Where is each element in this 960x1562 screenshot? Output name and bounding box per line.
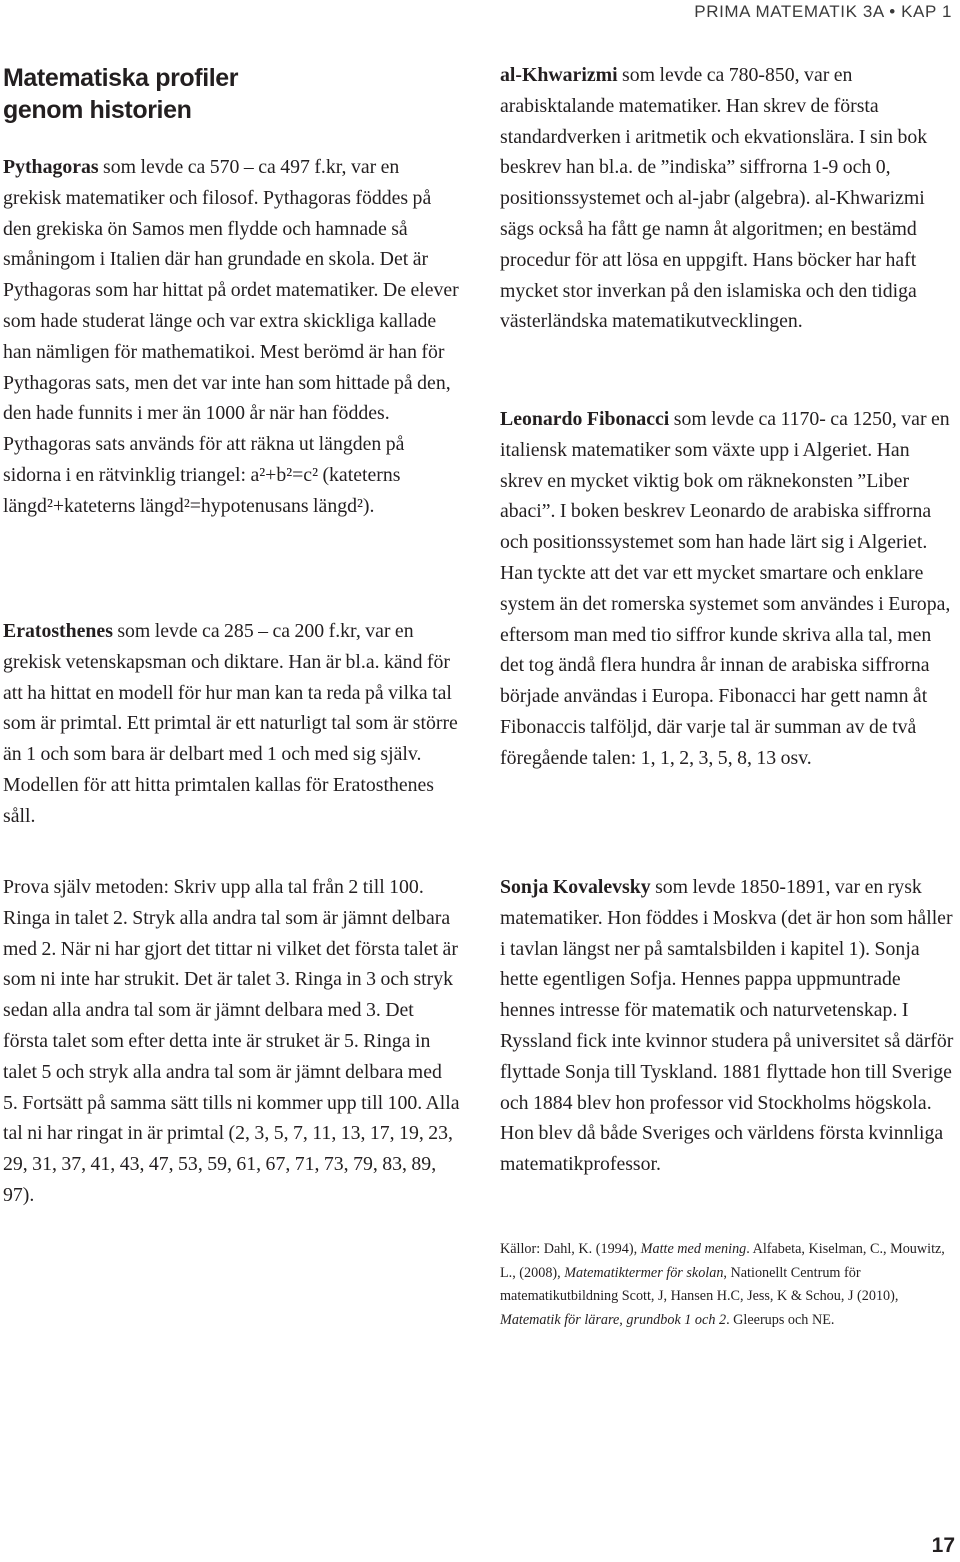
kovalevsky-name: Sonja Kovalevsky xyxy=(500,876,651,898)
source-title-3: Matematik för lärare, grundbok 1 och 2 xyxy=(500,1311,727,1328)
eratosthenes-paragraph xyxy=(3,616,461,832)
running-head: PRIMA MATEMATIK 3A • KAP 1 xyxy=(694,2,952,21)
eratosthenes-text: som levde ca 285 – ca 200 f.kr, var en grekisk vetenskapsman och diktare. Han är bl.a. känd för att ha hittat en modell för hur man kan ta reda på vilka tal som är primtal. Ett primtal är ett naturligt tal som är större än 1 och som bara är delbart med 1 och med sig själv. Modellen för att hitta primtalen kallas för Eratosthenes såll. xyxy=(3,620,458,827)
sources-text-4: . Gleerups och NE. xyxy=(726,1311,835,1328)
page-title xyxy=(3,62,403,126)
alkhwarizmi-paragraph xyxy=(500,60,956,337)
exercise-paragraph xyxy=(3,872,461,1211)
page-number: 17 xyxy=(931,1534,955,1557)
fibonacci-paragraph xyxy=(500,404,956,774)
kovalevsky-paragraph xyxy=(500,872,956,1180)
sources-text-2: . Alfabeta, Kiselman, C., Mouwitz, L., (2008), xyxy=(500,1241,945,1281)
pythagoras-paragraph xyxy=(3,152,461,522)
sources-note xyxy=(500,1238,956,1332)
fibonacci-text: som levde ca 1170- ca 1250, var en italiensk matematiker som växte upp i Algeriet. Han skrev en mycket viktig bok om räknekonsten ”Liber abaci”. I boken beskrev Leonardo de arabiska siffrorna och positionssystemet som han hade lärt sig i Algeriet. Han tyckte att det var ett mycket smartare och enklare system än det romerska systemet som användes i Europa, eftersom man med tio siffror kunde skriva alla tal, men det tog ändå flera hundra år innan de arabiska siffrorna började användas i Europa. Fibonacci har gett namn åt Fibonaccis talföljd, där varje tal är summan av de två föregående talen: 1, 1, 2, 3, 5, 8, 13 osv. xyxy=(500,408,951,769)
fibonacci-name: Leonardo Fibonacci xyxy=(500,408,670,430)
source-title-1: Matte med mening xyxy=(640,1241,747,1257)
sources-text-3: , Nationellt Centrum för matematikutbildning Scott, J, Hansen H.C, Jess, K & Schou, J (2010), xyxy=(500,1264,899,1305)
page-title-line2: genom historien xyxy=(3,96,192,124)
alkhwarizmi-text: som levde ca 780-850, var en arabisktalande matematiker. Han skrev de första standardverken i aritmetik och ekvationslära. I sin bok beskrev han bl.a. de ”indiska” siffrorna 1-9 och 0, positionssystemet och al-jabr (algebra). al-Khwarizmi sägs också ha fått ge namn åt algoritmen; en bestämd procedur för att lösa en uppgift. Hans böcker har haft mycket stor inverkan på den islamiska och den tidiga västerländska matematikutvecklingen. xyxy=(500,64,928,333)
pythagoras-text: som levde ca 570 – ca 497 f.kr, var en grekisk matematiker och filosof. Pythagoras föddes på den grekiska ön Samos men flydde och hamnade så småningom i Italien där han grundade en skola. Det är Pythagoras som har hittat på ordet matematiker. De elever som hade studerat länge och var extra skickliga kallade han nämligen för mathematikoi. Mest berömd är han för Pythagoras sats, men det var inte han som hittade på den, den hade funnits i mer än 1000 år när han föddes. Pythagoras sats används för att räkna ut längden på sidorna i en rätvinklig triangel: a²+b²=c² (kateterns längd²+kateterns längd²=hypotenusans längd²). xyxy=(3,156,459,517)
eratosthenes-name: Eratosthenes xyxy=(3,620,113,642)
exercise-text: Prova själv metoden: Skriv upp alla tal från 2 till 100. Ringa in talet 2. Stryk alla andra tal som är jämnt delbara med 2. När ni har gjort det tittar ni vilket det första talet är som ni inte har strukit. Det är talet 3. Ringa in 3 och stryk sedan alla andra tal som är jämnt delbara med 3. Det första talet som efter detta inte är struket är 5. Ringa in talet 5 och stryk alla andra tal som är jämnt delbara med 5. Fortsätt på samma sätt tills ni kommer upp till 100. Alla tal ni har ringat in är primtal (2, 3, 5, 7, 11, 13, 17, 19, 23, 29, 31, 37, 41, 43, 47, 53, 59, 61, 67, 71, 73, 79, 83, 89, 97). xyxy=(3,876,460,1206)
pythagoras-name: Pythagoras xyxy=(3,156,99,178)
sources-text-1: Källor: Dahl, K. (1994), xyxy=(500,1241,641,1257)
source-title-2: Matematiktermer för skolan xyxy=(564,1264,724,1281)
page-title-line1: Matematiska profiler xyxy=(3,64,239,92)
alkhwarizmi-name: al-Khwarizmi xyxy=(500,64,618,86)
kovalevsky-text: som levde 1850-1891, var en rysk matematiker. Hon föddes i Moskva (det är hon som håller i tavlan längst ner på samtalsbilden i kapitel 1). Sonja hette egentligen Sofja. Hennes pappa uppmuntrade hennes intresse för matematik och naturvetenskap. I Ryssland fick inte kvinnor studera på universitet så därför flyttade Sonja till Tyskland. 1881 flyttade hon till Sverige och 1884 blev hon professor vid Stockholms högskola. Hon blev då både Sveriges och världens första kvinnliga matematikprofessor. xyxy=(500,876,954,1176)
